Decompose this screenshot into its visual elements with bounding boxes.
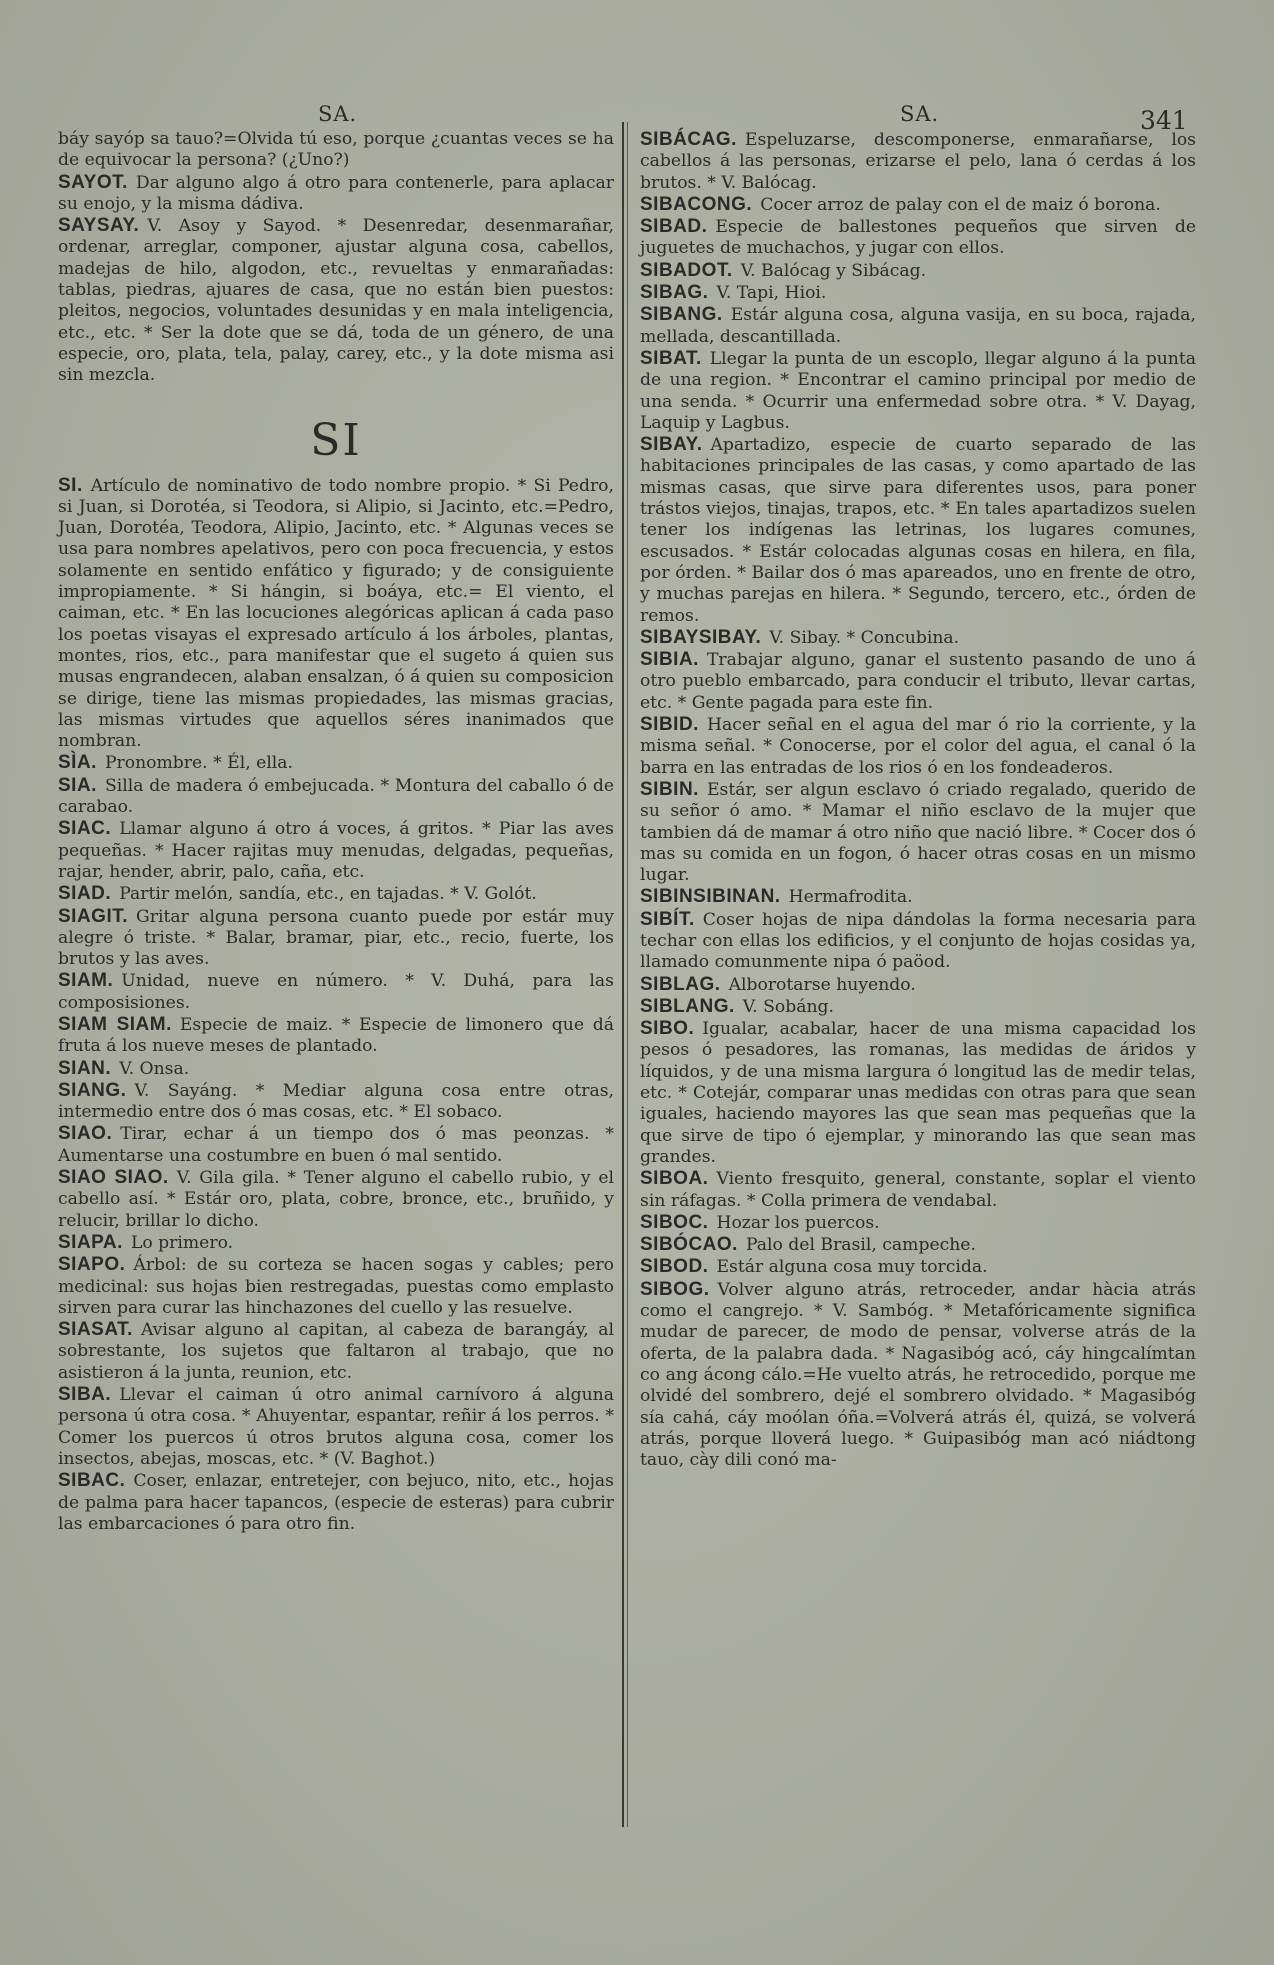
dictionary-entry — [58, 1080, 614, 1124]
entry-definition: Partir melón, sandía, etc., en tajadas. * V. Golót. — [119, 884, 537, 905]
entry-headword: SIBACONG. — [640, 193, 753, 215]
entry-headword: SIBOD. — [640, 1256, 709, 1278]
dictionary-entry — [58, 970, 614, 1014]
entry-headword: SIBOA. — [640, 1168, 709, 1190]
running-head-right: SA. — [900, 102, 940, 126]
dictionary-entry — [640, 1234, 1196, 1256]
entry-definition: Trabajar alguno, ganar el sustento pasando de uno á otro pueblo embarcado, para conducir el tributo, llevar cartas, etc. * Gente pagada para este fin. — [640, 650, 1196, 713]
entry-headword: SIBLAG. — [640, 973, 721, 995]
entry-definition: Alborotarse huyendo. — [728, 974, 916, 995]
entry-definition: Coser, enlazar, entretejer, con bejuco, nito, etc., hojas de palma para hacer tapancos, (especie de esteras) para cubrir las embarcaciones ó para otro fin. — [58, 1471, 614, 1534]
page-number: 341 — [1140, 106, 1188, 135]
entry-definition: Estár alguna cosa, alguna vasija, en su boca, rajada, mellada, descantillada. — [640, 305, 1196, 347]
dictionary-entry — [640, 974, 1196, 996]
entry-headword: SIBINSIBINAN. — [640, 886, 781, 908]
entry-headword: SIBIN. — [640, 778, 699, 800]
entry-definition: V. Sobáng. — [742, 996, 835, 1017]
entry-headword: SIBAD. — [640, 216, 708, 238]
entry-definition: V. Balócag y Sibácag. — [740, 260, 927, 281]
entry-headword: SIBANG. — [640, 304, 723, 326]
dictionary-entry — [58, 1058, 614, 1080]
entry-definition: Apartadizo, especie de cuarto separado de las habitaciones principales de las casas, y como apartado de las mismas casas, que sirve para diferentes usos, para poner trástos viejos, tinajas, trapos, etc. * En tales apartadizos suelen tener los indígenas las letrinas, los lugares comunes, escusados. * Estár colocadas algunas cosas en hilera, en fila, por órden. * Bailar dos ó mas apareados, uno en frente de otro, y muchas parejas en hilera. * Segundo, tercero, etc., órden de remos. — [640, 435, 1196, 626]
dictionary-entry — [58, 1167, 614, 1232]
entry-definition: Tirar, echar á un tiempo dos ó mas peonzas. * Aumentarse una costumbre en buen ó mal sentido. — [58, 1124, 614, 1166]
entry-headword: SIBID. — [640, 714, 699, 736]
dictionary-entry — [640, 304, 1196, 348]
entry-headword: SIAM SIAM. — [58, 1013, 172, 1035]
entry-definition: Unidad, nueve en número. * V. Duhá, para las composisiones. — [58, 971, 614, 1013]
dictionary-entry — [58, 883, 614, 905]
entry-headword: SÌA. — [58, 752, 97, 774]
entry-headword: SIBÁCAG. — [640, 129, 737, 150]
dictionary-entry — [58, 1014, 614, 1058]
dictionary-entry — [640, 194, 1196, 216]
entry-list-after — [58, 475, 614, 1536]
entry-definition: Hacer señal en el agua del mar ó rio la corriente, y la misma señal. * Conocerse, por el color del agua, el canal ó la barra en las entradas de los rios ó en los fondeaderos. — [640, 715, 1196, 778]
entry-headword: SIBLANG. — [640, 995, 735, 1017]
dictionary-entry — [58, 1123, 614, 1167]
dictionary-entry — [640, 779, 1196, 886]
entry-headword: SIBAY. — [640, 434, 703, 456]
dictionary-entry — [58, 475, 614, 753]
entry-headword: SIBOG. — [640, 1278, 710, 1300]
entry-definition: Hozar los puercos. — [716, 1212, 880, 1233]
entry-definition: Coser hojas de nipa dándolas la forma necesaria para techar con ellas los edificios, y el conjunto de hojas cosidas ya, llamado comunmente nipa ó paöod. — [640, 909, 1196, 973]
entry-definition: Llamar alguno á otro á voces, á gritos. * Piar las aves pequeñas. * Hacer rajitas muy menudas, delgadas, pequeñas, rajar, hender, abrir, palo, caña, etc. — [58, 819, 614, 882]
dictionary-entry — [640, 348, 1196, 434]
entry-headword: SIBOC. — [640, 1211, 709, 1233]
dictionary-entry — [640, 1279, 1196, 1472]
entry-definition: Espeluzarse, descomponerse, enmarañarse, los cabellos á las personas, erizarse el pelo, lana ó cerdas á los brutos. * V. Balócag. — [640, 130, 1196, 193]
entry-definition: V. Tapi, Hioi. — [716, 283, 827, 304]
entry-definition: Volver alguno atrás, retroceder, andar hàcia atrás como el cangrejo. * V. Sambóg. * Metafóricamente significa mudar de parecer, de modo de pensar, volverse atrás de la oferta, de la palabra dada. * Nagasibóg acó, cáy hingcalímtan co ang ácong cálo.=He vuelto atrás, he retrocedido, porque me olvidé del sombrero, dejé el sombrero olvidado. * Magasibóg sía cahá, cáy moólan óña.=Volverá atrás él, quizá, se volverá atrás, porque lloverá luego. * Guipasibóg man acó niádtong tauo, cày dili conó ma- — [640, 1279, 1196, 1471]
entry-headword: SIA. — [58, 774, 97, 796]
dictionary-entry — [58, 1470, 614, 1535]
entry-definition: Estár, ser algun esclavo ó criado regalado, querido de su señor ó amo. * Mamar el niño esclavo de la mujer que tambien dá de mamar á otro niño que nació libre. * Cocer dos ó mas su comida en un fogon, ó hacer otras cosas en un mismo lugar. — [640, 779, 1196, 886]
entry-definition: Avisar alguno al capitan, al cabeza de barangáy, al sobrestante, los sujetos que faltaron al trabajo, que no asistieron á la junta, reunion, etc. — [58, 1320, 614, 1383]
dictionary-entry — [58, 1384, 614, 1470]
dictionary-entry — [640, 627, 1196, 649]
dictionary-entry — [640, 996, 1196, 1018]
entry-definition: Especie de maiz. * Especie de limonero que dá fruta á los nueve meses de plantado. — [58, 1014, 614, 1057]
entry-headword: SIAN. — [58, 1057, 112, 1079]
entry-definition: Igualar, acabalar, hacer de una misma capacidad los pesos ó pesadores, las romanas, las medidas de áridos y líquidos, y de una misma largura ó longitud las de medir telas, etc. * Cotejár, comparar unas medidas con otras para que sean iguales, haciendo mayores las que sean mas pequeñas que la que sirve de tipo ó ejemplar, y minorando las que sean mas grandes. — [640, 1019, 1196, 1167]
entry-definition: Especie de ballestones pequeños que sirven de juguetes de muchachos, y jugar con ellos. — [640, 217, 1196, 259]
entry-headword: SIBA. — [58, 1384, 112, 1406]
dictionary-entry — [58, 752, 614, 774]
entry-definition: Viento fresquito, general, constante, soplar el viento sin ráfagas. * Colla primera de vendabal. — [640, 1169, 1196, 1211]
entry-headword: SIBO. — [640, 1018, 695, 1040]
entry-headword: SIAC. — [58, 818, 112, 840]
dictionary-entry — [640, 129, 1196, 194]
column-rule-inner — [627, 122, 628, 1827]
dictionary-entry — [58, 215, 614, 386]
entry-headword: SIBÓCAO. — [640, 1234, 738, 1256]
dictionary-entry — [640, 886, 1196, 908]
dictionary-entry — [640, 1256, 1196, 1278]
entry-list-right — [640, 129, 1196, 1471]
entry-headword: SAYSAY. — [58, 215, 140, 237]
entry-headword: SAYOT. — [58, 171, 128, 193]
entry-headword: SIBAG. — [640, 282, 709, 304]
entry-definition: Cocer arroz de palay con el de maiz ó borona. — [760, 194, 1161, 215]
dictionary-entry — [640, 260, 1196, 282]
dictionary-entry — [58, 906, 614, 971]
entry-definition: Dar alguno algo á otro para contenerle, para aplacar su enojo, y la misma dádiva. — [58, 172, 614, 214]
entry-definition: V. Sayáng. * Mediar alguna cosa entre otras, intermedio entre dos ó mas cosas, etc. * El sobaco. — [58, 1080, 614, 1123]
entry-definition: Palo del Brasil, campeche. — [745, 1235, 976, 1256]
entry-headword: SIBAC. — [58, 1470, 126, 1492]
entry-headword: SIBAT. — [640, 347, 702, 369]
entry-headword: SIASAT. — [58, 1319, 133, 1341]
continuation-text: báy sayóp sa tauo?=Olvida tú eso, porque ¿cuantas veces se ha de equivocar la persona? (¿Uno?) — [58, 129, 614, 171]
entry-headword: SIAGIT. — [58, 905, 129, 927]
dictionary-entry — [640, 1018, 1196, 1168]
entry-headword: SIAM. — [58, 970, 114, 992]
entry-headword: SIAPO. — [58, 1254, 126, 1276]
dictionary-entry — [58, 775, 614, 819]
entry-definition: Árbol: de su corteza se hacen sogas y cables; pero medicinal: sus hojas bien restregadas, puestas como emplasto sirven para curar las hinchazones del cuello y las resuelve. — [58, 1255, 614, 1318]
entry-definition: Estár alguna cosa muy torcida. — [716, 1257, 988, 1278]
dictionary-entry — [58, 1254, 614, 1319]
dictionary-entry — [58, 172, 614, 216]
entry-headword: SIANG. — [58, 1079, 127, 1101]
section-title: SI — [310, 414, 362, 466]
right-column — [640, 129, 1196, 1471]
entry-headword: SIAPA. — [58, 1231, 123, 1253]
dictionary-entry — [640, 649, 1196, 714]
entry-headword: SIBADOT. — [640, 259, 733, 281]
dictionary-entry — [58, 1232, 614, 1254]
dictionary-entry — [640, 282, 1196, 304]
entry-headword: SIAO. — [58, 1123, 113, 1145]
entry-definition: Llevar el caiman ú otro animal carnívoro á alguna persona ú otra cosa. * Ahuyentar, espantar, reñir á los perros. * Comer los puercos ú otros brutos alguna cosa, comer los insectos, abejas, moscas, etc. * (V. Baghot.) — [58, 1385, 614, 1469]
entry-headword: SIBAYSIBAY. — [640, 626, 762, 648]
entry-definition: V. Onsa. — [119, 1058, 190, 1079]
entry-definition: Lo primero. — [130, 1232, 234, 1253]
dictionary-entry — [58, 1319, 614, 1384]
entry-headword: SIAO SIAO. — [58, 1167, 169, 1189]
entry-headword: SIBÍT. — [640, 908, 695, 930]
entry-headword: SIAD. — [58, 883, 112, 905]
entry-definition: V. Sibay. * Concubina. — [769, 627, 960, 648]
entry-headword: SIBIA. — [640, 649, 699, 671]
entry-definition: Hermafrodita. — [788, 887, 913, 908]
entry-headword: SI. — [58, 474, 83, 496]
entry-definition: Llegar la punta de un escoplo, llegar alguno á la punta de una region. * Encontrar el camino principal por medio de una senda. * Ocurrir una enfermedad sobre otra. * V. Dayag, Laquip y Lagbus. — [640, 348, 1196, 433]
dictionary-entry — [640, 1212, 1196, 1234]
dictionary-entry — [640, 909, 1196, 974]
column-rule — [622, 122, 624, 1827]
dictionary-entry — [640, 1168, 1196, 1212]
entry-definition: Silla de madera ó embejucada. * Montura del caballo ó de carabao. — [58, 775, 614, 818]
entry-definition: Pronombre. * Él, ella. — [104, 753, 294, 774]
dictionary-entry — [640, 714, 1196, 779]
entry-definition: V. Gila gila. * Tener alguno el cabello rubio, y el cabello así. * Estár oro, plata, cobre, bronce, etc., bruñido, y relucir, brillar lo dicho. — [58, 1168, 615, 1231]
running-head-left: SA. — [318, 102, 358, 126]
left-column — [58, 129, 614, 1535]
dictionary-entry — [58, 818, 614, 883]
entry-definition: Gritar alguna persona cuanto puede por estár muy alegre ó triste. * Balar, bramar, piar, etc., recio, fuerte, los brutos y las aves. — [58, 906, 614, 970]
entry-definition: V. Asoy y Sayod. * Desenredar, desenmarañar, ordenar, arreglar, componer, ajustar alguna cosa, cabellos, madejas de hilo, algodon, etc., revueltas y enmarañadas: tablas, piedras, ajuares de casa, que no están bien puestos: pleitos, negocios, voluntades desunidas y en mala inteligencia, etc., etc. * Ser la dote que se dá, toda de un género, de una especie, oro, plata, tela, palay, carey, etc., y la dote misma asi sin mezcla. — [58, 216, 614, 386]
dictionary-entry — [640, 216, 1196, 260]
dictionary-entry — [640, 434, 1196, 627]
entry-definition: Artículo de nominativo de todo nombre propio. * Si Pedro, si Juan, si Dorotéa, si Teodora, si Alipio, si Jacinto, etc.=Pedro, Juan, Dorotéa, Teodora, Alipio, Jacinto, etc. * Algunas veces se usa para nombres apelativos, pero con poca frecuencia, y estos solamente en sentido enfático y figurado; y de consiguiente impropiamente. * Si hángin, si boáya, etc.= El viento, el caiman, etc. * En las locuciones alegóricas aplican á cada paso los poetas visayas el expresado artículo á los árboles, plantas, montes, rios, etc., para manifestar que el sugeto á quien sus musas engrandecen, alaban ensalzan, ó á quien su composicion se dirige, tiene las mismas propiedades, las mismas gracias, las mismas virtudes que aquellos séres inanimados que nombran. — [58, 475, 614, 752]
entry-list-before — [58, 172, 614, 387]
